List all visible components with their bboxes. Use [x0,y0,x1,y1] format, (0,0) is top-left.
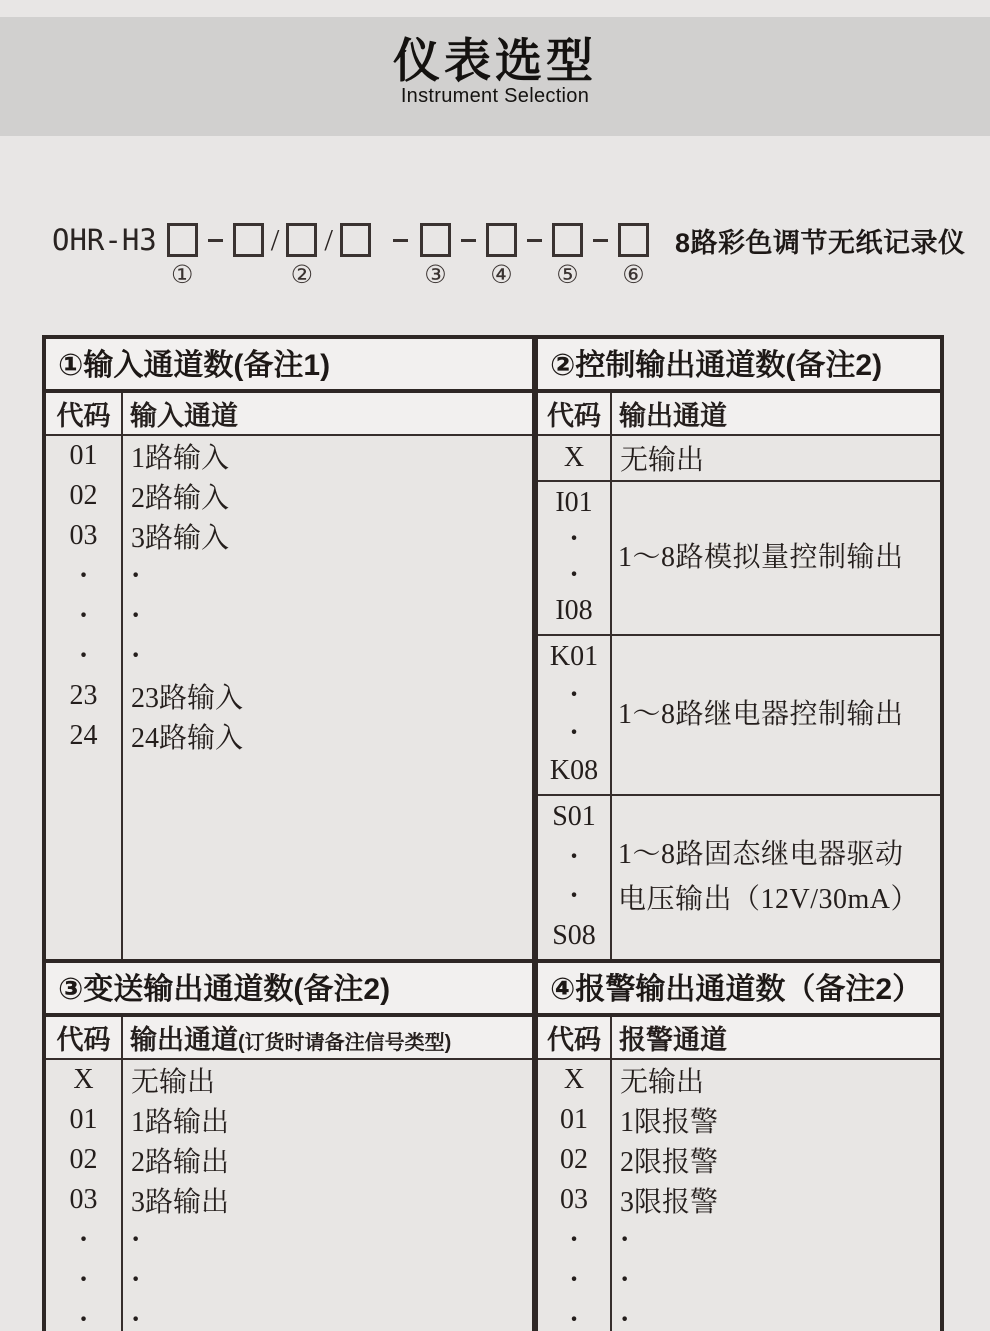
page-title: 仪表选型 [393,34,597,87]
row-code: · [78,600,89,631]
table-row [46,516,532,556]
row-code: 01 [560,1104,588,1135]
model-code-box [233,223,264,257]
dash-separator [593,239,608,242]
model-slot-4 [340,223,371,257]
row-desc: 1限报警 [620,1107,719,1138]
row-desc: 3路输入 [131,523,230,554]
table-row [538,1100,940,1140]
column-desc-label: 报警通道 [619,1025,727,1055]
row-code: 03 [560,1184,588,1215]
table-row [538,1140,940,1180]
section-alarm-output-channels [532,963,940,1331]
block-desc-line: 1～8路继电器控制输出 [618,698,904,730]
block-code-range [538,482,610,634]
block-code: S08 [552,919,596,951]
row-desc: 2路输入 [131,483,230,514]
column-desc-label: 输入通道 [130,401,238,431]
section-control-output-column-header [538,393,940,436]
row-desc: · [131,560,141,591]
section-transmit-output-column-header [46,1017,532,1060]
block-desc-line: 电压输出（12V/30mA） [618,883,920,915]
model-suffix: 8路彩色调节无纸记录仪 [675,227,966,258]
row-code: 23 [69,680,98,711]
section-alarm-output-title: ④报警输出通道数（备注2） [538,963,940,1017]
block-desc [610,482,940,634]
position-label-5: ⑤ [556,260,579,289]
row-desc: 24路输入 [131,723,244,754]
row-code: · [569,1304,579,1331]
row-code: · [78,640,89,671]
ellipsis-row [46,1300,532,1331]
row-desc: 2限报警 [620,1147,719,1178]
column-code-label: 代码 [547,1025,601,1055]
row-code: · [78,560,89,591]
row-code: 01 [69,440,98,471]
ellipsis-row [538,1220,940,1260]
section-transmit-output-body [46,1060,532,1331]
block-desc-line: 1～8路固态继电器驱动 [618,838,904,870]
ellipsis-dot: · [569,880,579,912]
section-alarm-output-column-header [538,1017,940,1060]
row-desc: 1路输入 [131,443,230,474]
block-code: K08 [549,755,599,786]
row-code: · [569,1224,579,1255]
model-code-box [420,223,451,257]
position-label-6: ⑥ [622,260,645,289]
row-code: 02 [560,1144,588,1175]
table-row [46,1180,532,1220]
row-code: X [563,1064,585,1095]
row-desc: · [131,600,141,631]
selection-table [42,335,944,1331]
section-input-channels [46,339,532,959]
row-desc: 无输出 [131,1067,216,1098]
ellipsis-dot: · [569,840,579,872]
ellipsis-dot: · [569,559,579,590]
model-prefix: OHR-H3 [52,223,157,257]
row-desc: · [131,1224,141,1255]
column-code-label: 代码 [56,1025,111,1055]
row-code: 03 [69,1184,98,1215]
section-input-body [46,436,532,959]
position-label-4: ④ [490,260,513,289]
row-desc: 无输出 [620,445,705,476]
section-input-title: ①输入通道数(备注1) [46,339,532,393]
ellipsis-row [538,1260,940,1300]
block-code: S01 [552,801,596,832]
row-desc: 23路输入 [131,683,244,714]
row-desc: 3路输出 [131,1187,230,1218]
dash-separator [461,239,476,242]
block-code-range [538,636,610,794]
model-code-box [167,223,198,257]
row-code: · [78,1224,89,1255]
table-row [46,1140,532,1180]
ellipsis-row [46,636,532,676]
table-band-1 [46,339,940,959]
row-desc: · [620,1264,630,1295]
ellipsis-row [46,1220,532,1260]
table-row [46,676,532,716]
ellipsis-row [46,1260,532,1300]
section-control-output-title: ②控制输出通道数(备注2) [538,339,940,393]
model-slot-6 [486,223,517,289]
ellipsis-row [46,556,532,596]
section-control-output-body [538,436,940,959]
row-code: 03 [69,520,98,551]
section-transmit-output-channels [46,963,532,1331]
model-code-box [618,223,649,257]
column-desc-label [121,1018,451,1057]
table-row [538,1180,940,1220]
row-desc: · [131,1264,141,1295]
slash-separator: / [270,222,280,257]
section-input-column-header [46,393,532,436]
row-desc: · [131,640,141,671]
block-code: K01 [549,641,599,672]
model-slot-8 [618,223,649,289]
column-desc-main: 输出通道 [130,1025,238,1055]
row-desc: 3限报警 [620,1187,719,1218]
model-slot-2 [233,223,264,257]
row-code: · [78,1304,89,1331]
ellipsis-row [538,1300,940,1331]
dash-separator [208,239,223,242]
column-desc-label: 输出通道 [619,401,727,431]
ellipsis-dot: · [569,679,579,710]
section-alarm-output-body [538,1060,940,1331]
column-desc-note: (订货时请备注信号类型) [238,1032,452,1054]
output-block-relay [538,636,940,796]
column-code-label: 代码 [56,401,111,431]
output-block-ssr [538,796,940,959]
block-desc-line: 1～8路模拟量控制输出 [618,541,904,573]
model-code-line [52,222,966,289]
block-code: I08 [555,595,593,626]
row-code: · [569,1264,579,1295]
table-row [538,1060,940,1100]
row-desc: · [131,1304,141,1331]
ellipsis-dot: · [569,717,579,748]
block-desc [610,636,940,794]
page-subtitle: Instrument Selection [400,85,590,108]
model-slot-3 [286,223,317,289]
model-code-box [552,223,583,257]
row-code: 02 [69,480,98,511]
row-code: X [563,442,585,473]
row-desc: · [620,1304,630,1331]
position-label-3: ③ [424,260,447,289]
row-code: 02 [69,1144,98,1175]
ellipsis-dot: · [569,523,579,554]
output-block-analog [538,482,940,636]
row-desc: 2路输出 [131,1147,230,1178]
model-code-box [286,223,317,257]
table-row [46,716,532,756]
table-row [46,1100,532,1140]
row-desc: 1路输出 [131,1107,230,1138]
row-code: X [73,1064,94,1095]
table-row [46,476,532,516]
ellipsis-row [46,596,532,636]
column-code-label: 代码 [547,401,601,431]
dash-separator [393,239,408,242]
table-row [46,1060,532,1100]
section-control-output-channels [532,339,940,959]
slash-separator: / [324,222,334,257]
dash-separator [527,239,542,242]
table-band-2 [46,959,940,1331]
model-code-box [486,223,517,257]
table-row [46,436,532,476]
block-code-range [538,796,610,959]
table-row [538,436,940,482]
block-desc [610,796,940,959]
block-code: I01 [555,487,593,518]
model-slot-1 [167,223,198,289]
section-transmit-output-title: ③变送输出通道数(备注2) [46,963,532,1017]
title-band [0,17,990,136]
model-code-box [340,223,371,257]
row-desc: · [620,1224,630,1255]
model-slot-5 [420,223,451,289]
row-code: · [78,1264,89,1295]
model-slot-7 [552,223,583,289]
row-code: 01 [69,1104,98,1135]
row-code: 24 [69,720,98,751]
position-label-2: ② [290,260,314,289]
row-desc: 无输出 [620,1067,705,1098]
position-label-1: ① [171,260,194,289]
